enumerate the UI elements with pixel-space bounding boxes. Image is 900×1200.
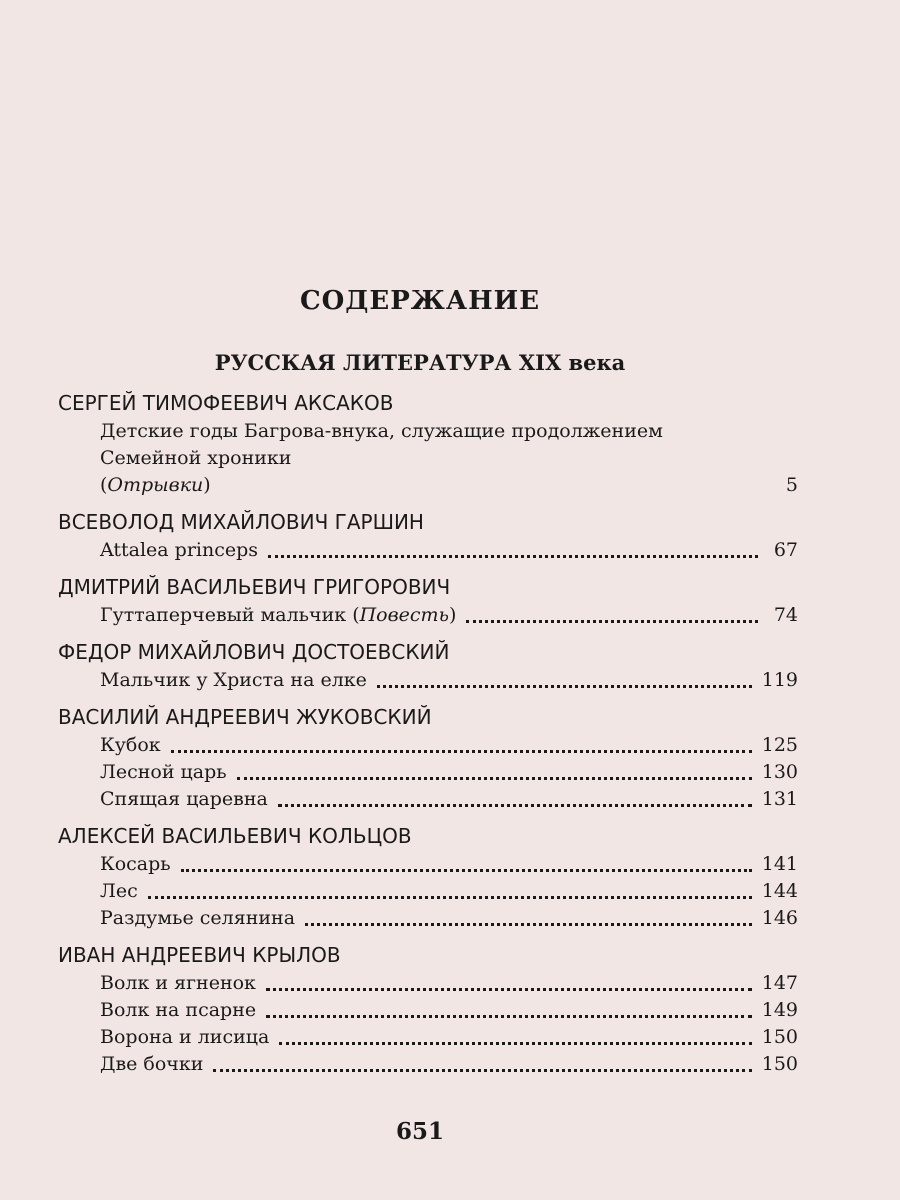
entry-title xyxy=(100,851,171,878)
dot-leader xyxy=(305,923,752,926)
toc-section xyxy=(58,507,798,564)
entry-title-text: Волк и ягненок xyxy=(100,972,256,994)
author-name: ФЕДОР МИХАЙЛОВИЧ ДОСТОЕВСКИЙ xyxy=(58,640,450,664)
dot-leader xyxy=(268,555,758,558)
entry-page-number: 130 xyxy=(761,761,798,783)
toc-entry[interactable] xyxy=(100,759,798,786)
toc-entry[interactable] xyxy=(100,1024,798,1051)
entry-title-text: Лес xyxy=(100,880,138,902)
dot-leader xyxy=(266,988,752,991)
entry-genre: Повесть xyxy=(359,604,449,626)
toc-section xyxy=(58,637,798,694)
dot-leader xyxy=(266,1015,752,1018)
toc-entry[interactable] xyxy=(100,537,798,564)
entry-title xyxy=(100,1024,269,1051)
contents-subheading: РУССКАЯ ЛИТЕРАТУРА XIX века xyxy=(214,350,626,375)
dot-leader xyxy=(279,1042,751,1045)
entry-title xyxy=(100,537,258,564)
entry-title-text: Спящая царевна xyxy=(100,788,268,810)
entry-title-text: Attalea princeps xyxy=(100,539,259,561)
entry-title xyxy=(100,732,161,759)
entry-genre: Отрывки xyxy=(107,474,204,496)
toc-entry[interactable] xyxy=(100,1051,798,1078)
entry-title: Гуттаперчевый мальчик (Повесть) xyxy=(100,604,457,626)
toc-entry[interactable] xyxy=(100,878,798,905)
entry-page-number: 125 xyxy=(761,734,798,756)
dot-leader xyxy=(377,685,752,688)
entry-page-number: 141 xyxy=(761,853,798,875)
toc-entry[interactable] xyxy=(100,418,798,499)
toc-entry[interactable] xyxy=(100,732,798,759)
page-number: 651 xyxy=(395,1118,444,1145)
dot-leader xyxy=(213,1069,751,1072)
table-of-contents xyxy=(58,388,798,1086)
toc-entry[interactable] xyxy=(100,905,798,932)
entry-page-number: 147 xyxy=(761,972,798,994)
entry-page-number: 150 xyxy=(761,1026,798,1048)
entry-page-number: 5 xyxy=(785,474,798,496)
entry-page-number: 131 xyxy=(761,788,798,810)
entry-title xyxy=(100,878,138,905)
author-name: АЛЕКСЕЙ ВАСИЛЬЕВИЧ КОЛЬЦОВ xyxy=(58,824,412,848)
entry-title xyxy=(100,786,268,813)
toc-section xyxy=(58,572,798,629)
entry-page-number: 144 xyxy=(761,880,798,902)
entry-title-text: Раздумье селянина xyxy=(100,907,296,929)
toc-section xyxy=(58,940,798,1078)
entry-page-number: 150 xyxy=(761,1053,798,1075)
dot-leader xyxy=(466,620,758,623)
contents-heading: СОДЕРЖАНИЕ xyxy=(299,286,541,316)
dot-leader xyxy=(278,804,752,807)
entry-title-text: Косарь xyxy=(100,853,171,875)
toc-entry[interactable] xyxy=(100,786,798,813)
author-name: ДМИТРИЙ ВАСИЛЬЕВИЧ ГРИГОРОВИЧ xyxy=(58,575,451,599)
toc-section xyxy=(58,702,798,813)
entry-title xyxy=(100,997,256,1024)
entry-title-text: Детские годы Багрова-внука, служащие продолжением Семейной хроники xyxy=(100,420,663,469)
toc-entry[interactable] xyxy=(100,970,798,997)
author-name: ВАСИЛИЙ АНДРЕЕВИЧ ЖУКОВСКИЙ xyxy=(58,705,432,729)
toc-section xyxy=(58,821,798,932)
entry-page-number: 67 xyxy=(773,539,798,561)
entry-page-number: 74 xyxy=(773,604,798,626)
author-name: ИВАН АНДРЕЕВИЧ КРЫЛОВ xyxy=(58,943,341,967)
entry-title-text: Ворона и лисица xyxy=(100,1026,270,1048)
entry-page-number: 149 xyxy=(761,999,798,1021)
author-name: СЕРГЕЙ ТИМОФЕЕВИЧ АКСАКОВ xyxy=(58,391,394,415)
dot-leader xyxy=(148,896,752,899)
dot-leader xyxy=(171,750,752,753)
toc-entry[interactable] xyxy=(100,667,798,694)
entry-title-text: Гуттаперчевый мальчик xyxy=(100,604,347,626)
entry-title-text: Волк на псарне xyxy=(100,999,257,1021)
entry-title xyxy=(100,667,367,694)
entry-title-text: Мальчик у Христа на елке xyxy=(100,669,367,691)
toc-entry[interactable] xyxy=(100,602,798,629)
toc-entry[interactable] xyxy=(100,851,798,878)
entry-title xyxy=(100,759,227,786)
dot-leader xyxy=(181,869,752,872)
entry-title-text: Две бочки xyxy=(100,1053,204,1075)
dot-leader xyxy=(237,777,752,780)
entry-title-text: Кубок xyxy=(100,734,161,756)
entry-page-number: 119 xyxy=(761,669,798,691)
entry-title xyxy=(100,905,295,932)
entry-page-number: 146 xyxy=(761,907,798,929)
entry-title xyxy=(100,1051,203,1078)
toc-entry[interactable] xyxy=(100,997,798,1024)
entry-title: Детские годы Багрова-внука, служащие продолжением Семейной хроники (Отрывки) xyxy=(100,420,663,496)
entry-title-text: Лесной царь xyxy=(100,761,227,783)
author-name: ВСЕВОЛОД МИХАЙЛОВИЧ ГАРШИН xyxy=(58,510,424,534)
entry-title xyxy=(100,970,256,997)
toc-section xyxy=(58,388,798,499)
